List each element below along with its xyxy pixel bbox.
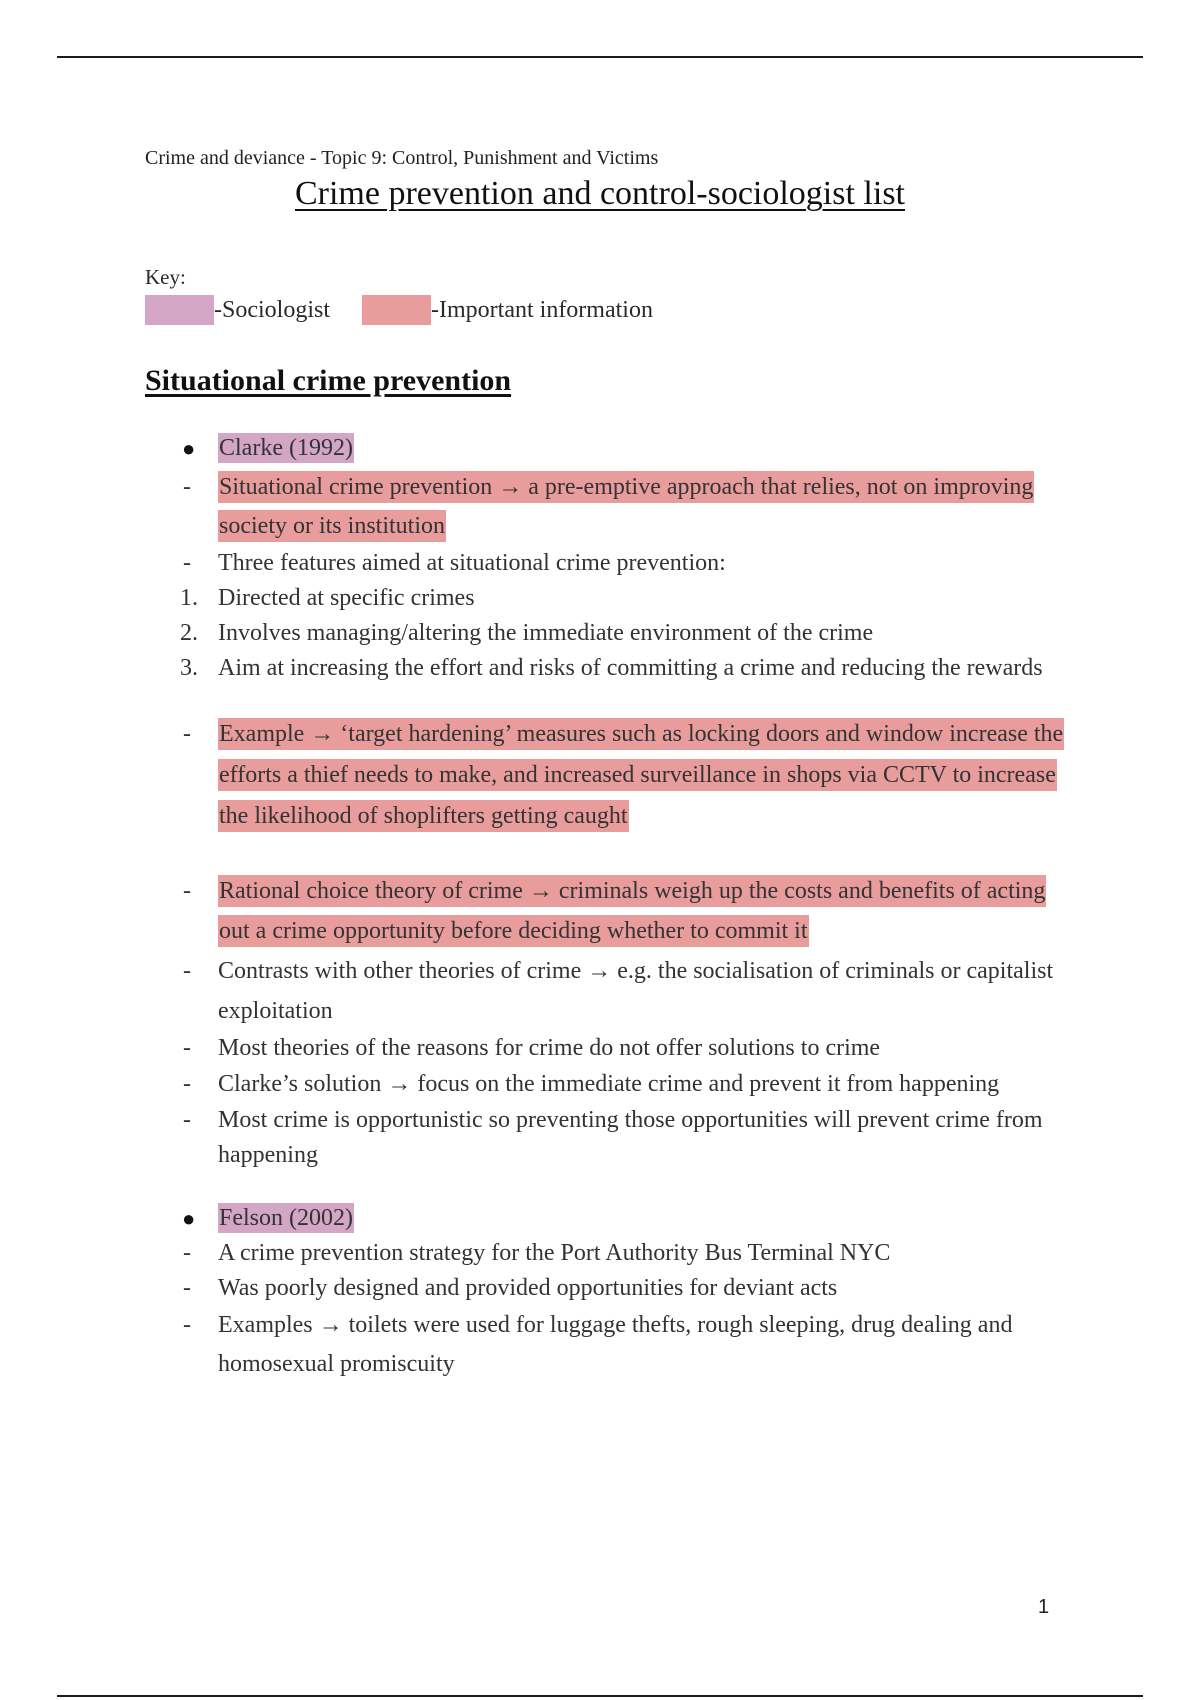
- list-item-features-intro: [145, 546, 1065, 581]
- list-item-feature-1: [145, 581, 1065, 616]
- list-item-feature-3: [145, 651, 1065, 686]
- list-item-opportunistic: [145, 1103, 1065, 1173]
- spacer: [145, 686, 1065, 714]
- number-marker: 1.: [180, 585, 198, 611]
- important-definition: Situational crime prevention → a pre-emptive approach that relies, not on improving society or its institution: [218, 471, 1034, 542]
- dash-marker: -: [183, 721, 191, 747]
- dash-marker: -: [183, 1107, 191, 1133]
- list-item-examples: [145, 1306, 1065, 1384]
- dash-marker: -: [183, 474, 191, 500]
- spacer: [145, 1173, 1065, 1201]
- solution-text: Clarke’s solution → focus on the immediate crime and prevent it from happening: [218, 1071, 1000, 1097]
- section-heading: Situational crime prevention: [145, 364, 512, 397]
- list-item-feature-2: [145, 616, 1065, 651]
- sociologist-swatch: [145, 295, 214, 325]
- number-marker: 2.: [180, 620, 198, 646]
- page-title: Crime prevention and control-sociologist list: [294, 175, 905, 212]
- design-text: Was poorly designed and provided opportunities for deviant acts: [218, 1275, 838, 1301]
- key-label: Key:: [145, 265, 186, 289]
- important-rational-choice: Rational choice theory of crime → criminals weigh up the costs and benefits of acting out a crime opportunity before deciding whether to commit it: [218, 875, 1046, 947]
- feature-text: Directed at specific crimes: [218, 585, 475, 611]
- important-key-text: -Important information: [431, 297, 653, 323]
- list-item-rational-choice: [145, 871, 1065, 951]
- list-item-theories: [145, 1031, 1065, 1066]
- document-subtitle: Crime and deviance - Topic 9: Control, Punishment and Victims: [145, 147, 659, 169]
- list-item-definition: [145, 468, 1065, 546]
- important-swatch: [362, 295, 431, 325]
- sociologist-felson: Felson (2002): [219, 1205, 353, 1231]
- list-item-clarke: [145, 429, 1065, 468]
- feature-text: Involves managing/altering the immediate environment of the crime: [218, 620, 874, 646]
- dash-marker: -: [183, 550, 191, 576]
- page-number: 1: [1038, 1596, 1050, 1618]
- theories-text: Most theories of the reasons for crime do not offer solutions to crime: [218, 1035, 881, 1061]
- opportunistic-text: Most crime is opportunistic so preventing those opportunities will prevent crime from happening: [218, 1107, 1043, 1168]
- examples-text: Examples → toilets were used for luggage thefts, rough sleeping, drug dealing and homosexual promiscuity: [218, 1312, 1013, 1377]
- dash-marker: -: [183, 1035, 191, 1061]
- dash-marker: -: [183, 878, 191, 904]
- bottom-rule: [57, 1695, 1143, 1697]
- dash-marker: -: [183, 1312, 191, 1338]
- list-item-contrast: [145, 951, 1065, 1031]
- dash-marker: -: [183, 958, 191, 984]
- bullet-marker: ●: [182, 436, 196, 461]
- contrast-text: Contrasts with other theories of crime → e.g. the socialisation of criminals or capitalist exploitation: [218, 958, 1054, 1024]
- list-item-strategy: [145, 1236, 1065, 1271]
- dash-marker: -: [183, 1240, 191, 1266]
- bullet-marker: ●: [182, 1206, 196, 1231]
- number-marker: 3.: [180, 655, 198, 681]
- dash-marker: -: [183, 1071, 191, 1097]
- top-rule: [57, 56, 1143, 58]
- list-item-design: [145, 1271, 1065, 1306]
- notes-list: [145, 429, 1065, 1384]
- sociologist-clarke: Clarke (1992): [219, 435, 353, 461]
- strategy-text: A crime prevention strategy for the Port Authority Bus Terminal NYC: [218, 1240, 891, 1266]
- key-legend: [145, 295, 1065, 325]
- list-item-solution: [145, 1066, 1065, 1103]
- page-content: [145, 143, 1065, 1384]
- feature-text: Aim at increasing the effort and risks of committing a crime and reducing the rewards: [218, 655, 1043, 681]
- important-example: Example → ‘target hardening’ measures such as locking doors and window increase the efforts a thief needs to make, and increased surveillance in shops via CCTV to increase the likelihood of shoplifters getting caught: [218, 718, 1064, 832]
- list-item-example: [145, 714, 1065, 837]
- features-intro-text: Three features aimed at situational crime prevention:: [218, 550, 726, 576]
- dash-marker: -: [183, 1275, 191, 1301]
- spacer: [145, 837, 1065, 871]
- sociologist-key-text: -Sociologist: [214, 297, 331, 323]
- list-item-felson: [145, 1201, 1065, 1236]
